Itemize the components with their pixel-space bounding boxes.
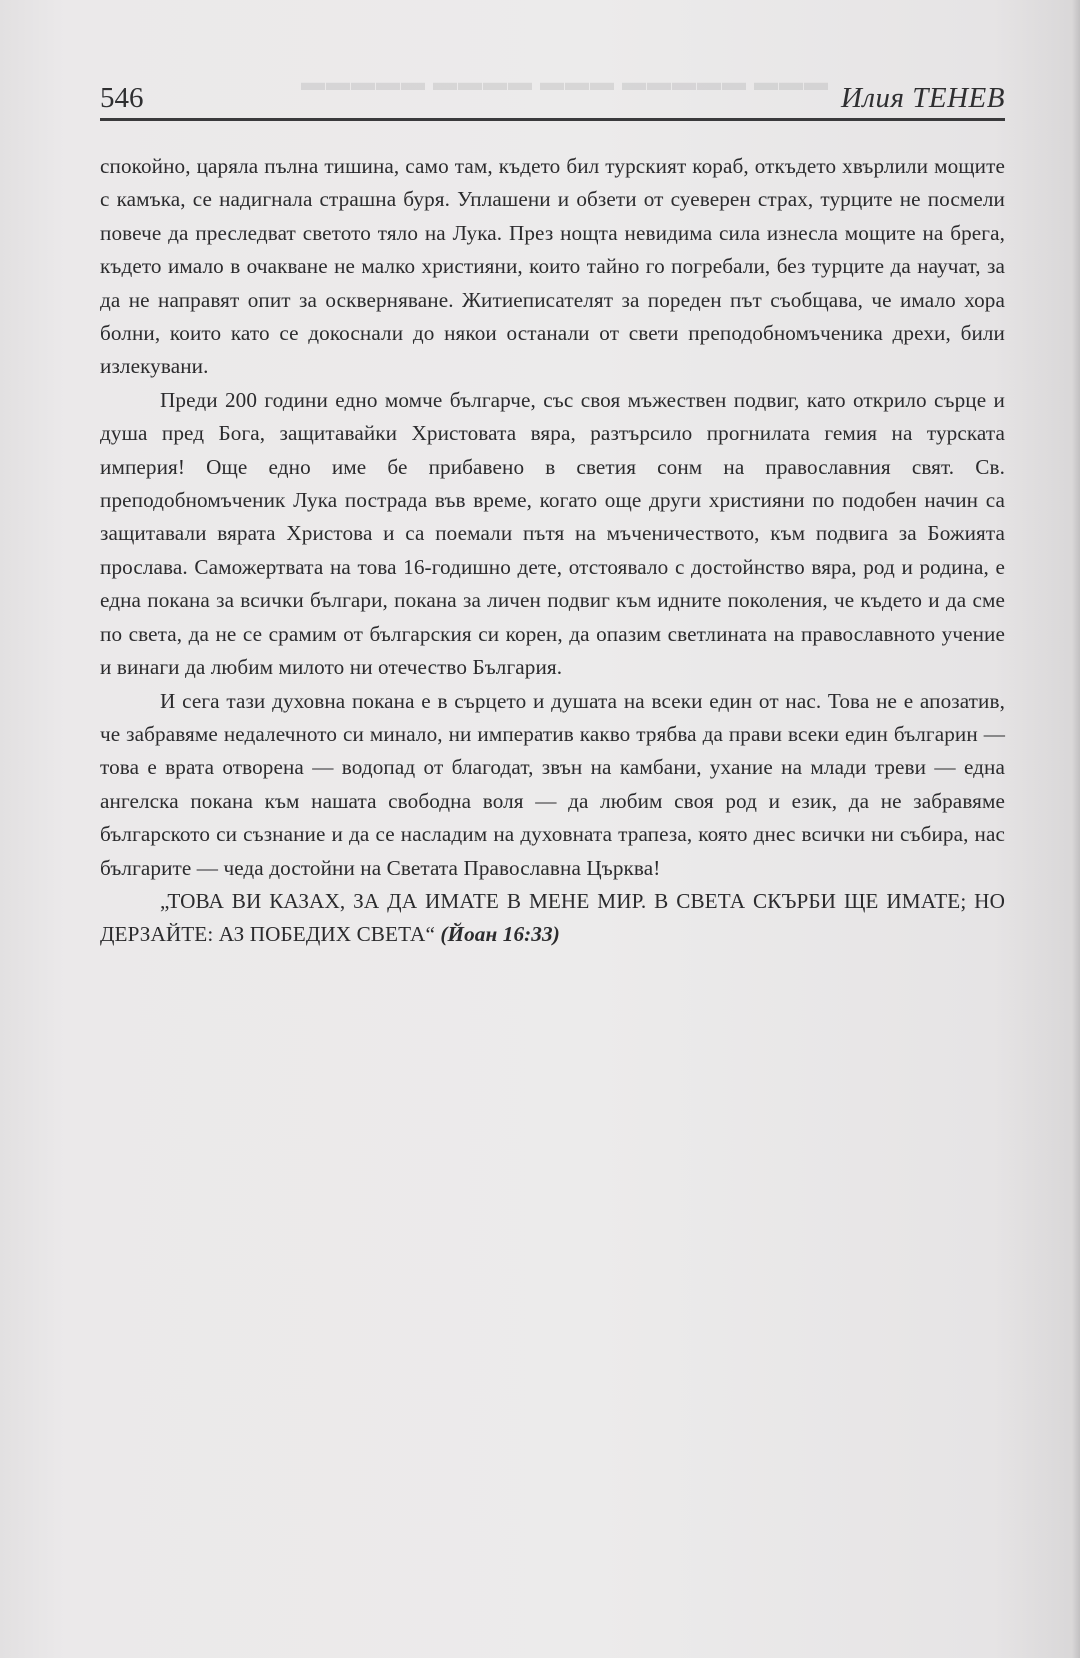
header-divider bbox=[100, 118, 1005, 121]
page-number: 546 bbox=[100, 82, 144, 114]
paragraph-1: спокойно, царяла пълна тишина, само там, където бил турският кораб, откъдето хвърлили мощите с камъка, се надигнала страшна буря. Уплашени и обзети от суеверен страх, турците не посмели повече да преследват светото тяло на Лука. През нощта невидима сила изнесла мощите на брега, където имало в очакване не малко християни, които тайно го погребали, без турците да научат, за да не направят опит за оскверняване. Житиеписателят за пореден път съобщава, че имало хора болни, които като се докоснали до някои останали от свети преподобномъченика дрехи, били излекувани. bbox=[100, 154, 1005, 379]
show-through-text: ▬▬▬ ▬▬▬▬▬ ▬▬▬ ▬▬▬▬ ▬▬▬▬▬ bbox=[300, 70, 828, 96]
running-head-author: Илия ТЕНЕВ bbox=[840, 82, 1005, 114]
quote-reference: (Йоан 16:33) bbox=[440, 922, 560, 947]
scripture-quote bbox=[100, 885, 1005, 952]
paragraph-3: И сега тази духовна покана е в сърцето и душата на всеки един от нас. Това не е апозатив, че забравяме недалечното си минало, ни императив какво трябва да прави всеки един българин — това е врата отворена — водопад от благодат, звън на камбани, ухание на млади треви — една ангелска покана към нашата свободна воля — да любим своя род и език, да не забравяме българското си съзнание и да се насладим на духовната трапеза, която днес всички ни събира, нас българите — чеда достойни на Светата Православна Църква! bbox=[100, 688, 1005, 880]
quote-text: „ТОВА ВИ КАЗАХ, ЗА ДА ИМАТЕ В МЕНЕ МИР. В СВЕТА СКЪРБИ ЩЕ ИМАТЕ; НО ДЕРЗАЙТЕ: АЗ ПОБЕДИХ СВЕТА“ bbox=[100, 888, 1005, 947]
page-header bbox=[100, 80, 1005, 120]
page-edge-shadow bbox=[1072, 0, 1080, 1658]
body-text bbox=[100, 150, 1005, 952]
paragraph-2: Преди 200 години едно момче българче, със своя мъжествен подвиг, като открило сърце и душа пред Бога, защитавайки Христовата вяра, разтърсило прогнилата гемия на турската империя! Още едно име бе прибавено в светия сонм на православния свят. Св. преподобномъченик Лука пострада във време, когато още други християни по подобен начин са защитавали вярата Христова и са поемали пътя на мъченичеството, към подвига за Божията прослава. Саможертвата на това 16-годишно дете, отстоявало с достойнство вяра, род и родина, е една покана за всички българи, покана за личен подвиг към идните поколения, че където и да сме по света, да не се срамим от българския си корен, да опазим светлината на православното учение и винаги да любим милото ни отечество България. bbox=[100, 387, 1005, 680]
